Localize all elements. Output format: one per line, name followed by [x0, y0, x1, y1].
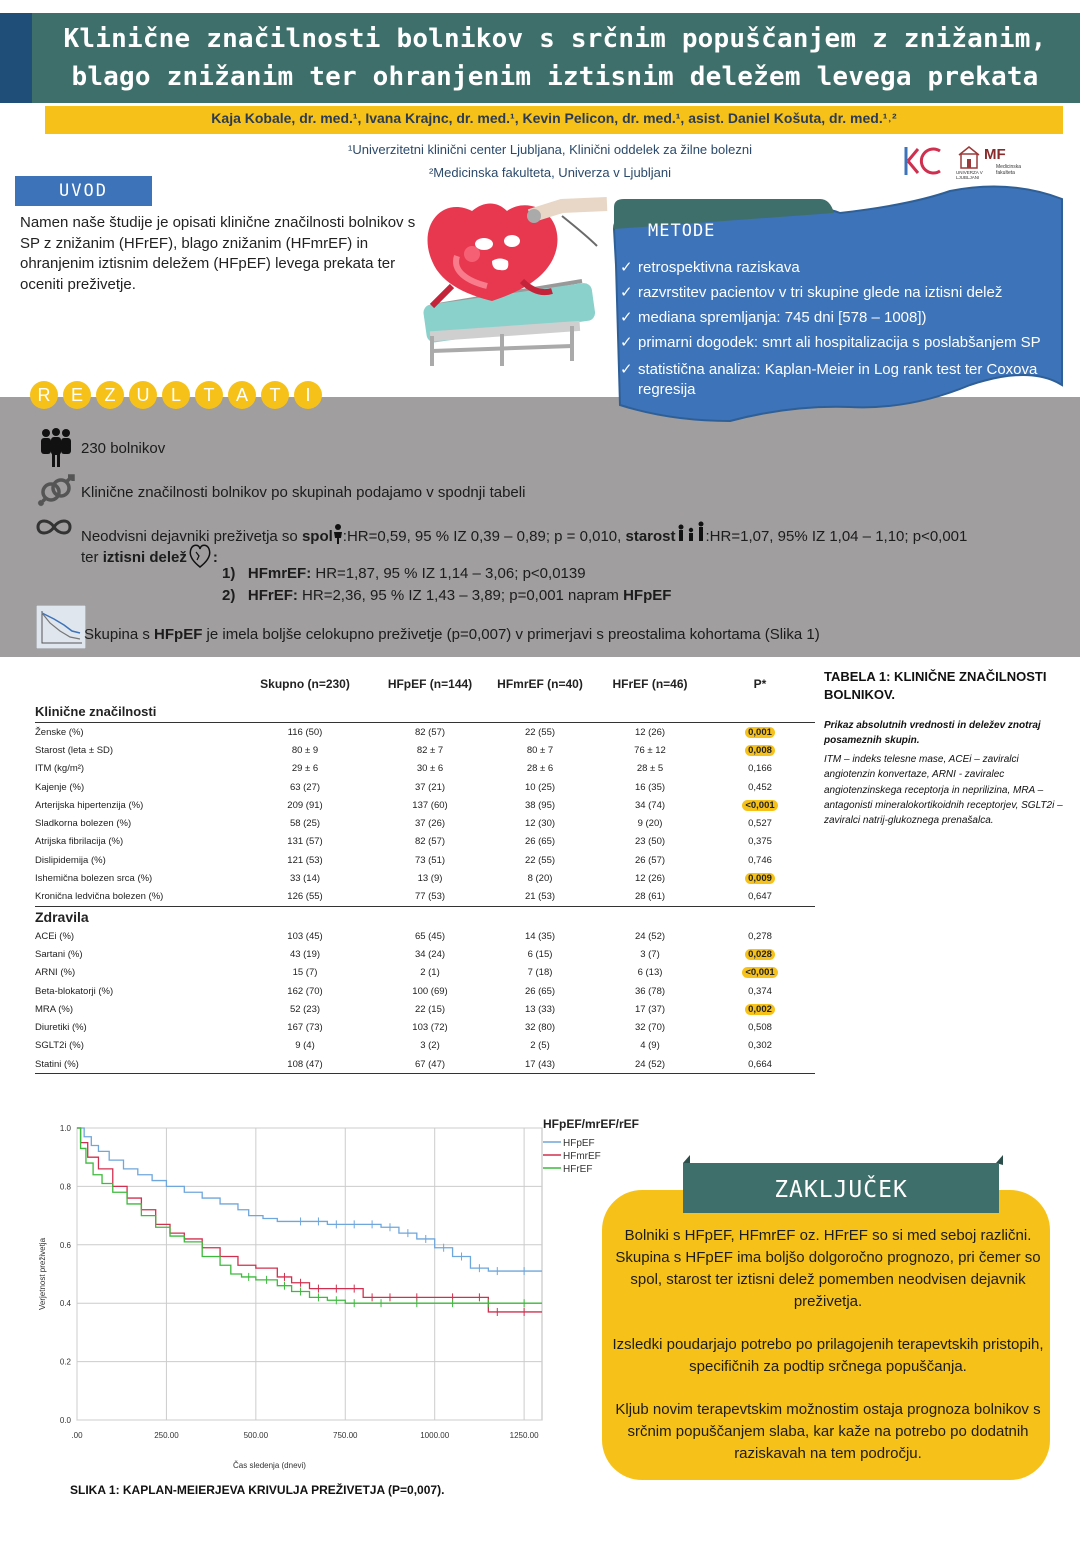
table-cell: 103 (72) — [412, 1022, 448, 1034]
table-cell: 9 (20) — [637, 818, 663, 830]
table-cell: 82 ± 7 — [416, 744, 444, 756]
table-cell: 0,166 — [748, 763, 772, 775]
x-tick-label: 750.00 — [333, 1431, 358, 1440]
table-row — [35, 760, 815, 778]
significant-p-value: <0,001 — [742, 800, 777, 811]
title-line-2: blago znižanim ter ohranjenim iztisnim deležem levega prekata — [71, 62, 1039, 92]
table-cell: 22 (55) — [524, 854, 556, 866]
table-caption-title: TABELA 1: KLINIČNE ZNAČILNOSTI BOLNIKOV. — [824, 669, 1047, 702]
uvod-heading: UVOD — [15, 176, 152, 206]
table-cell — [705, 796, 815, 814]
table-cell: 4 (9) — [640, 1040, 660, 1052]
km-thumbnail-icon — [36, 605, 86, 649]
table-cell: 13 (33) — [524, 1003, 556, 1015]
row-label: Sartani (%) — [35, 948, 83, 960]
table-caption — [824, 668, 1064, 828]
table-row — [35, 982, 815, 1000]
row-label: Dislipidemija (%) — [35, 854, 106, 866]
row-label: SGLT2i (%) — [35, 1040, 84, 1052]
row-label: Ženske (%) — [35, 726, 84, 738]
table-cell: 28 (61) — [595, 888, 705, 907]
table-cell: 28 ± 5 — [636, 763, 664, 775]
rezultati-letter: R — [30, 381, 58, 409]
row-label: Atrijska fibrilacija (%) — [35, 836, 124, 848]
table-cell: 76 ± 12 — [634, 744, 666, 756]
affiliation-1: ¹Univerzitetni klinični center Ljubljana, Klinični oddelek za žilne bolezni — [348, 142, 752, 157]
table-cell — [705, 869, 815, 887]
x-tick-label: .00 — [71, 1431, 83, 1440]
independent-factors-line: Neodvisni dejavniki preživetja so spol :HR=0,59, 95 % IZ 0,39 – 0,89; p = 0,010, starost :HR=1,07, 95% IZ 1,04 – 1,10; p<0,001 — [81, 521, 1071, 545]
legend-label: HFmrEF — [563, 1151, 601, 1162]
table-cell: 80 ± 7 — [526, 744, 554, 756]
table-cell: 3 (2) — [420, 1040, 440, 1052]
table-row — [35, 833, 815, 851]
row-label: Beta-blokatorji (%) — [35, 985, 114, 997]
table-cell: 58 (25) — [289, 818, 321, 830]
rezultati-letter: U — [129, 381, 157, 409]
table-cell: 2 (5) — [530, 1040, 550, 1052]
table-cell: 34 (24) — [414, 948, 446, 960]
table-caption-sub: Prikaz absolutnih vrednosti in deležev znotraj posameznih skupin. — [824, 720, 1041, 746]
table-header-row — [35, 668, 815, 700]
table-cell: 38 (95) — [524, 799, 556, 811]
table-cell: 77 (53) — [375, 888, 485, 907]
table-cell: 24 (52) — [634, 930, 666, 942]
table-header: Skupno (n=230) — [260, 677, 350, 691]
table-cell: 9 (4) — [295, 1040, 315, 1052]
people-icon — [38, 428, 74, 468]
infinity-icon — [34, 516, 74, 538]
table-cell — [705, 945, 815, 963]
family-icon — [676, 521, 706, 543]
table-row — [35, 723, 815, 742]
table-cell: 63 (27) — [289, 781, 321, 793]
row-label: ARNI (%) — [35, 967, 76, 979]
table-cell: 82 (57) — [414, 836, 446, 848]
table-row — [35, 945, 815, 963]
x-tick-label: 1000.00 — [420, 1431, 450, 1440]
table-cell: 22 (15) — [414, 1003, 446, 1015]
table-cell: 26 (57) — [634, 854, 666, 866]
table-row — [35, 869, 815, 887]
table-cell: 3 (7) — [640, 948, 660, 960]
table-cell: 29 ± 6 — [291, 763, 319, 775]
mf-logo-text: MF — [984, 146, 1006, 163]
table-cell: 167 (73) — [287, 1022, 323, 1034]
table-header: HFpEF (n=144) — [387, 677, 473, 691]
table-cell: 12 (26) — [634, 726, 666, 738]
rezultati-letter: A — [228, 381, 256, 409]
metode-item: ✓ retrospektivna raziskava — [620, 259, 800, 276]
table-cell: 34 (74) — [634, 799, 666, 811]
person-icon — [333, 524, 343, 544]
significant-p-value: 0,002 — [745, 1004, 775, 1015]
table-cell: 2 (1) — [420, 967, 440, 979]
table-row — [35, 778, 815, 796]
authors: Kaja Kobale, dr. med.¹, Ivana Krajnc, dr. med.¹, Kevin Pelicon, dr. med.¹, asist. Daniel Košuta, dr. med.¹˒² — [211, 110, 897, 126]
table-cell: 0,508 — [748, 1022, 772, 1034]
table-cell: 82 (57) — [414, 726, 446, 738]
table-cell: 12 (26) — [634, 873, 666, 885]
significant-p-value: 0,028 — [745, 949, 775, 960]
table-cell: 32 (70) — [634, 1022, 666, 1034]
table-cell: 21 (53) — [485, 888, 595, 907]
y-tick-label: 0.6 — [59, 1240, 71, 1250]
x-axis-label: Čas sledenja (dnevi) — [233, 1461, 306, 1470]
table-row — [35, 927, 815, 945]
y-tick-label: 0.4 — [59, 1299, 71, 1309]
table-cell: 162 (70) — [287, 985, 323, 997]
table-header: HFrEF (n=46) — [612, 677, 688, 691]
table-header: P* — [753, 677, 767, 691]
ejection-fraction-line: ter iztisni delež : — [81, 542, 218, 570]
table-cell: 0,452 — [748, 781, 772, 793]
y-tick-label: 0.2 — [59, 1357, 71, 1367]
table-cell: 10 (25) — [524, 781, 556, 793]
row-label: ACEi (%) — [35, 930, 75, 942]
table-cell: 52 (23) — [289, 1003, 321, 1015]
table-section-heading: Zdravila — [35, 906, 815, 927]
heart-outline-icon — [187, 542, 213, 570]
zakljucek-paragraph: Izsledki poudarjajo potrebo po prilagojenih terapevtskih pristopih, specifičnih za podtip srčnega popuščanja. — [612, 1336, 1044, 1375]
table-cell: 8 (20) — [527, 873, 553, 885]
metode-item: ✓ razvrstitev pacientov v tri skupine glede na iztisni delež — [620, 284, 1003, 301]
figure-caption: SLIKA 1: KAPLAN-MEIERJEVA KRIVULJA PREŽIVETJA (P=0,007). — [70, 1483, 445, 1497]
mf-logo-sub1: UNIVERZA V LJUBLJANI — [956, 170, 983, 180]
metode-item: ✓ primarni dogodek: smrt ali hospitalizacija s poslabšanjem SP — [620, 334, 1041, 351]
table-cell: 36 (78) — [634, 985, 666, 997]
table-cell — [705, 964, 815, 982]
table-cell: 17 (43) — [485, 1055, 595, 1074]
rezultati-letter: L — [162, 381, 190, 409]
university-crest-icon — [958, 146, 980, 170]
table-cell: 0,664 — [705, 1055, 815, 1074]
table-cell — [705, 723, 815, 742]
row-label: Kronična ledvična bolezen (%) — [35, 888, 235, 907]
table-cell: 65 (45) — [414, 930, 446, 942]
row-label: Statini (%) — [35, 1055, 235, 1074]
zakljucek-paragraph: Kljub novim terapevtskim možnostim ostaja prognoza bolnikov s srčnim popuščanjem slaba, kar kaže na potrebo po dodatnih raziskavah na tem področju. — [615, 1401, 1041, 1462]
table-cell: 13 (9) — [417, 873, 443, 885]
significant-p-value: 0,008 — [745, 745, 775, 756]
table-cell: 30 ± 6 — [416, 763, 444, 775]
row-label: Ishemična bolezen srca (%) — [35, 873, 153, 885]
table-caption-notes: ITM – indeks telesne mase, ACEi – zaviralci angiotenzin konvertaze, ARNI - zaviralec angiotenzinskega receptorja in neprilizina, MRA – antagonisti mineralokortikoidnih receptorjev, SGLT2i – zaviralci natrij-glukoznega prenašalca. — [824, 754, 1063, 827]
x-tick-label: 1250.00 — [509, 1431, 539, 1440]
rezultati-letter: E — [63, 381, 91, 409]
table-cell: 0,375 — [748, 836, 772, 848]
table-cell: 26 (65) — [524, 836, 556, 848]
table-header — [35, 668, 235, 700]
title-line-1: Klinične značilnosti bolnikov s srčnim popuščanjem z znižanim, — [63, 24, 1047, 54]
metode-heading: METODE — [648, 221, 716, 241]
table-cell: 24 (52) — [595, 1055, 705, 1074]
table-cell: 22 (55) — [524, 726, 556, 738]
table-cell: 6 (15) — [527, 948, 553, 960]
row-label: ITM (kg/m²) — [35, 763, 85, 775]
row-label: Starost (leta ± SD) — [35, 744, 114, 756]
plot-area — [77, 1128, 542, 1420]
table-section-heading: Klinične značilnosti — [35, 700, 815, 723]
metode-item: ✓ statistična analiza: Kaplan-Meier in Log rank test ter Coxova regresija — [620, 361, 1038, 398]
y-axis-label: Verjetnost preživetja — [38, 1237, 47, 1311]
hfref-result: 2) HFrEF: HR=2,36, 95 % IZ 1,43 – 3,89; p=0,001 napram HFpEF — [222, 587, 672, 604]
title-accent — [0, 13, 32, 103]
row-label: MRA (%) — [35, 1003, 73, 1015]
table-cell: 0,374 — [748, 985, 772, 997]
survival-text: Skupina s HFpEF je imela boljše celokupno preživetje (p=0,007) v primerjavi s preostalima kohortama (Slika 1) — [84, 626, 820, 643]
uvod-text: Namen naše študije je opisati klinične značilnosti bolnikov s SP z znižanim (HFrEF), blago znižanim (HFmrEF) in ohranjenim iztisnim deležem (HFpEF) levega prekata ter oceniti preživetje. — [20, 214, 416, 293]
km-chart — [35, 1108, 655, 1478]
table-cell: 17 (37) — [634, 1003, 666, 1015]
metode-item: ✓ mediana spremljanja: 745 dni [578 – 1008]) — [620, 309, 927, 326]
table-cell: 23 (50) — [634, 836, 666, 848]
table-cell: 0,302 — [748, 1040, 772, 1052]
table-row — [35, 1055, 815, 1074]
y-tick-label: 0.0 — [59, 1416, 71, 1425]
mf-logo — [956, 142, 1034, 182]
table-cell: 121 (53) — [287, 854, 323, 866]
table-row — [35, 1000, 815, 1018]
y-tick-label: 1.0 — [59, 1124, 71, 1133]
table-cell: 14 (35) — [524, 930, 556, 942]
table-cell: 67 (47) — [375, 1055, 485, 1074]
table-cell: 37 (26) — [414, 818, 446, 830]
table-cell: 28 ± 6 — [526, 763, 554, 775]
legend-label: HFpEF — [563, 1138, 595, 1149]
heart-patient-illustration-icon — [412, 186, 612, 376]
table-cell: 116 (50) — [287, 726, 323, 738]
row-label: Arterijska hipertenzija (%) — [35, 799, 144, 811]
affiliation-2: ²Medicinska fakulteta, Univerza v Ljubljani — [428, 165, 672, 180]
rezultati-letter: T — [195, 381, 223, 409]
table-cell: 103 (45) — [287, 930, 323, 942]
y-tick-label: 0.8 — [59, 1182, 71, 1192]
row-label: Diuretiki (%) — [35, 1022, 87, 1034]
table-cell: 126 (55) — [235, 888, 375, 907]
table-row — [35, 796, 815, 814]
significant-p-value: <0,001 — [742, 967, 777, 978]
table-cell: 80 ± 9 — [291, 744, 319, 756]
table-cell: 26 (65) — [524, 985, 556, 997]
poster-title — [40, 20, 1070, 96]
hfmref-result: 1) HFmrEF: HR=1,87, 95 % IZ 1,14 – 3,06; p<0,0139 — [222, 565, 586, 582]
table-cell: 12 (30) — [524, 818, 556, 830]
table-cell: 131 (57) — [287, 836, 323, 848]
table-cell: 0,647 — [705, 888, 815, 907]
table-cell: 33 (14) — [289, 873, 321, 885]
x-tick-label: 500.00 — [243, 1431, 269, 1440]
table-cell: 108 (47) — [235, 1055, 375, 1074]
table-cell: 100 (69) — [412, 985, 448, 997]
table-cell: 15 (7) — [292, 967, 318, 979]
row-label: Kajenje (%) — [35, 781, 85, 793]
table-row — [35, 814, 815, 832]
table-cell: 0,278 — [748, 930, 772, 942]
table-cell: 73 (51) — [414, 854, 446, 866]
rezultati-letter: T — [261, 381, 289, 409]
table-row — [35, 851, 815, 869]
rezultati-letter: Z — [96, 381, 124, 409]
table-cell: 32 (80) — [524, 1022, 556, 1034]
legend-title: HFpEF/mrEF/rEF — [543, 1117, 640, 1131]
significant-p-value: 0,001 — [745, 727, 775, 738]
table-cell — [705, 741, 815, 759]
x-tick-label: 250.00 — [154, 1431, 179, 1440]
table-row — [35, 888, 815, 907]
zakljucek-heading: ZAKLJUČEK — [683, 1163, 999, 1213]
table-cell: 7 (18) — [527, 967, 553, 979]
significant-p-value: 0,009 — [745, 873, 775, 884]
mf-logo-sub2: Medicinska fakulteta — [996, 164, 1022, 176]
gender-icon — [36, 474, 76, 508]
table-cell — [705, 1000, 815, 1018]
table-cell: 137 (60) — [412, 799, 448, 811]
patients-count: 230 bolnikov — [81, 440, 166, 457]
table-row — [35, 1018, 815, 1036]
rezultati-letter: I — [294, 381, 322, 409]
table-row — [35, 1037, 815, 1055]
row-label: Sladkorna bolezen (%) — [35, 818, 132, 830]
groups-text: Klinične značilnosti bolnikov po skupinah podajamo v spodnji tabeli — [81, 484, 526, 501]
table-cell: 0,746 — [748, 854, 772, 866]
table-cell: 209 (91) — [287, 799, 323, 811]
table-cell: 6 (13) — [637, 967, 663, 979]
table-row — [35, 741, 815, 759]
kc-logo-icon — [900, 141, 946, 181]
table-row — [35, 964, 815, 982]
table-cell: 16 (35) — [634, 781, 666, 793]
table-header: HFmrEF (n=40) — [497, 677, 583, 691]
zakljucek-paragraph: Bolniki s HFpEF, HFmrEF oz. HFrEF so si med seboj različni. Skupina s HFpEF ima boljšo dolgoročno prognozo, pri čemer so spol, starost ter iztisni delež pomemben neodvisen dejavnik preživetja. — [615, 1227, 1041, 1310]
clinical-table — [35, 668, 815, 1074]
table-cell: 37 (21) — [414, 781, 446, 793]
table-cell: 0,527 — [748, 818, 772, 830]
legend-label: HFrEF — [563, 1164, 593, 1175]
table-cell: 43 (19) — [289, 948, 321, 960]
